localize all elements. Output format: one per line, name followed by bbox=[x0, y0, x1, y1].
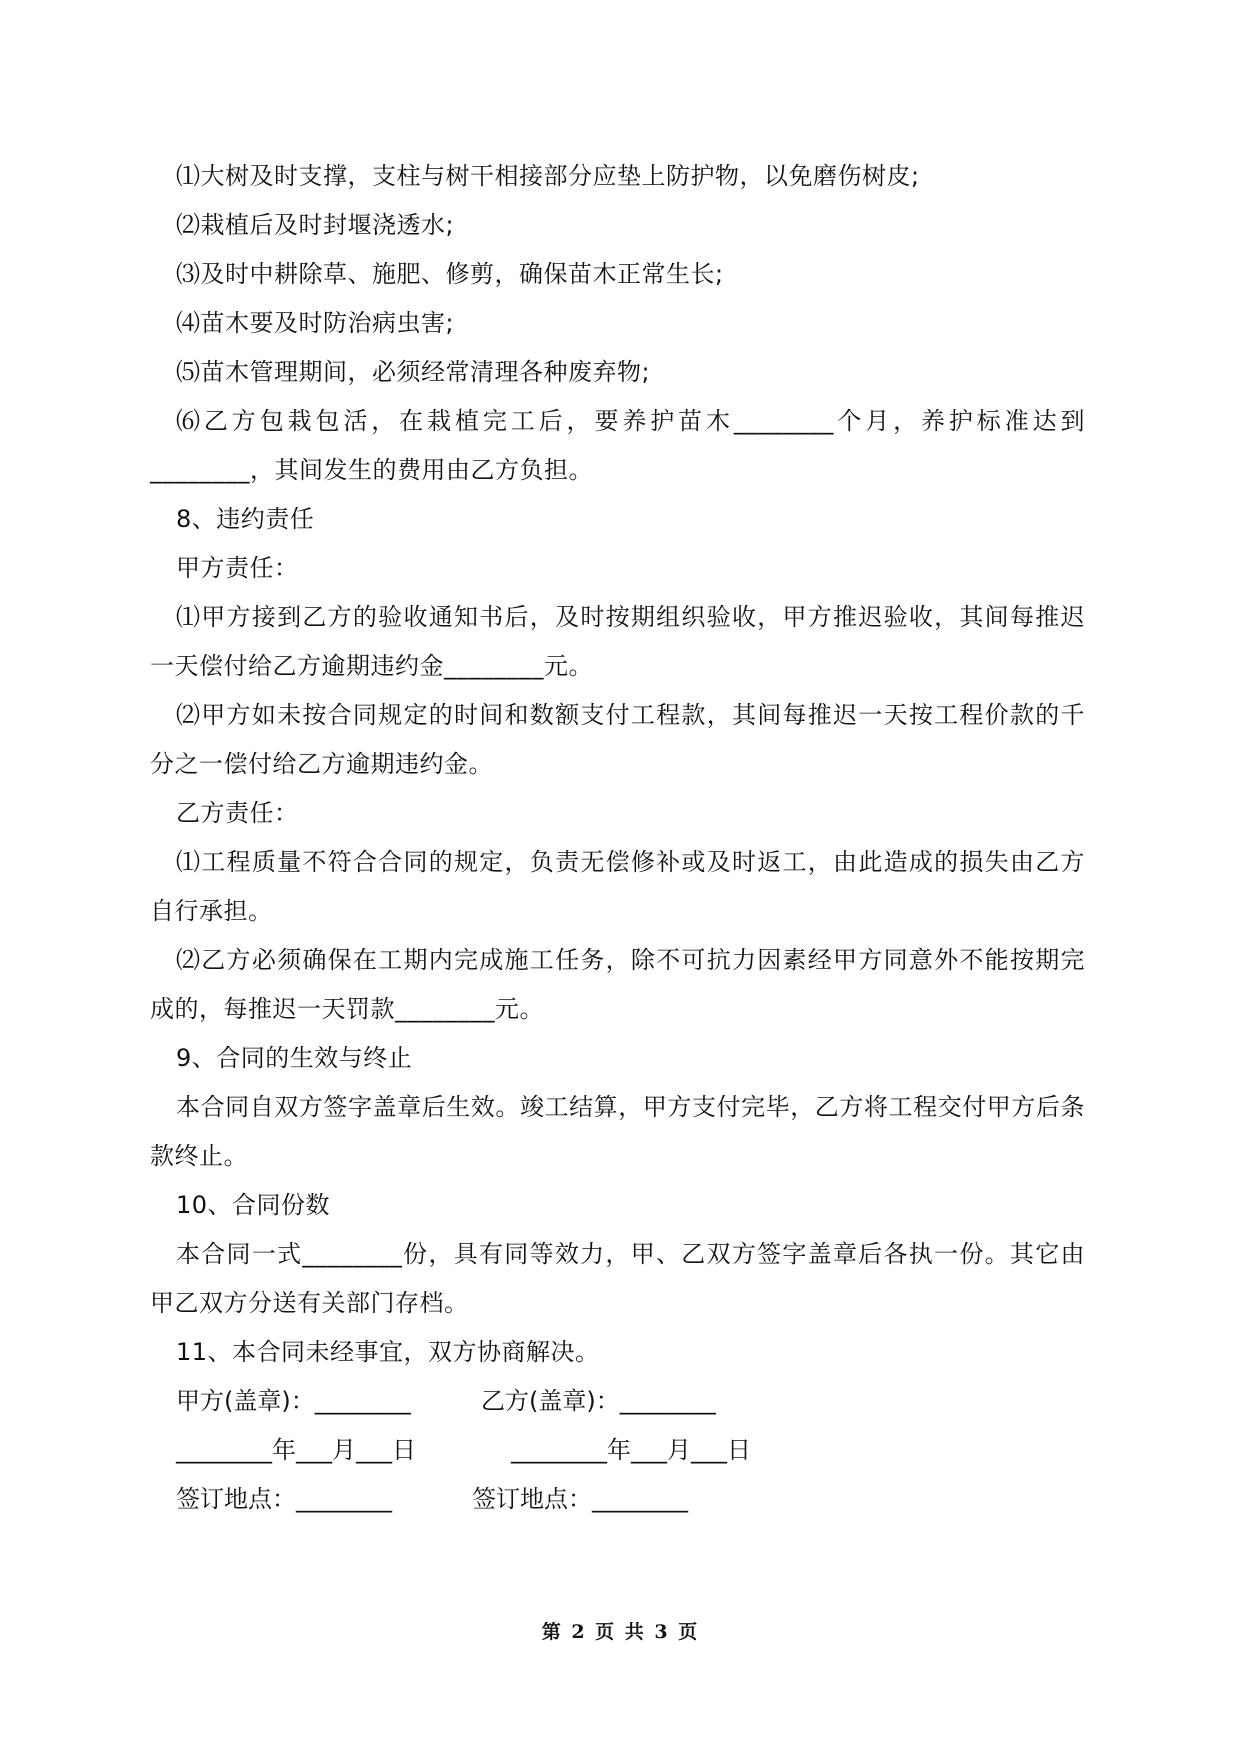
clause-line: ⑵甲方如未按合同规定的时间和数额支付工程款，其间每推迟一天按工程价款的千 bbox=[176, 701, 1085, 729]
clause-line: 甲乙双方分送有关部门存档。 bbox=[150, 1289, 469, 1317]
subsection-heading: 乙方责任： bbox=[176, 799, 299, 827]
section-heading: 10、合同份数 bbox=[176, 1191, 331, 1219]
contract-body bbox=[150, 152, 1085, 1524]
section-heading: 9、合同的生效与终止 bbox=[176, 1044, 413, 1072]
subsection-heading: 甲方责任： bbox=[176, 554, 299, 582]
clause-line: ⑴大树及时支撑，支柱与树干相接部分应垫上防护物，以免磨伤树皮; bbox=[176, 162, 920, 190]
clause-line: ⑵栽植后及时封堰浇透水; bbox=[176, 211, 455, 239]
section-heading: 11、本合同未经事宜，双方协商解决。 bbox=[176, 1338, 600, 1366]
clause-line: 一天偿付给乙方逾期违约金________元。 bbox=[150, 652, 593, 680]
party-a-seal: 甲方(盖章)：________ bbox=[176, 1387, 411, 1415]
clause-line: 自行承担。 bbox=[150, 897, 273, 925]
clause-line: ⑹乙方包栽包活，在栽植完工后，要养护苗木________个月，养护标准达到 bbox=[176, 407, 1085, 435]
clause-line: 成的，每推迟一天罚款________元。 bbox=[150, 995, 544, 1023]
party-b-seal: 乙方(盖章)：________ bbox=[481, 1387, 716, 1415]
party-b-place: 签订地点：________ bbox=[472, 1485, 688, 1513]
clause-line: ________，其间发生的费用由乙方负担。 bbox=[150, 456, 593, 484]
clause-line: ⑴甲方接到乙方的验收通知书后，及时按期组织验收，甲方推迟验收，其间每推迟 bbox=[176, 603, 1085, 631]
clause-line: ⑵乙方必须确保在工期内完成施工任务，除不可抗力因素经甲方同意外不能按期完 bbox=[176, 946, 1085, 974]
clause-line: ⑸苗木管理期间，必须经常清理各种废弃物; bbox=[176, 358, 651, 386]
clause-line: 本合同自双方签字盖章后生效。竣工结算，甲方支付完毕，乙方将工程交付甲方后条 bbox=[176, 1093, 1085, 1121]
seal-row bbox=[150, 1377, 1085, 1426]
party-b-date: ________年___月___日 bbox=[511, 1436, 751, 1464]
place-row bbox=[150, 1475, 1085, 1524]
clause-line: 本合同一式________份，具有同等效力，甲、乙双方签字盖章后各执一份。其它由 bbox=[176, 1240, 1085, 1268]
section-heading: 8、违约责任 bbox=[176, 505, 315, 533]
page-number: 第 2 页 共 3 页 bbox=[541, 1621, 700, 1643]
clause-line: ⑴工程质量不符合合同的规定，负责无偿修补或及时返工，由此造成的损失由乙方 bbox=[176, 848, 1085, 876]
date-row bbox=[150, 1426, 1085, 1475]
clause-line: ⑶及时中耕除草、施肥、修剪，确保苗木正常生长; bbox=[176, 260, 724, 288]
party-a-place: 签订地点：________ bbox=[176, 1485, 392, 1513]
party-a-date: ________年___月___日 bbox=[176, 1436, 416, 1464]
clause-line: 款终止。 bbox=[150, 1142, 248, 1170]
clause-line: 分之一偿付给乙方逾期违约金。 bbox=[150, 750, 493, 778]
clause-line: ⑷苗木要及时防治病虫害; bbox=[176, 309, 455, 337]
